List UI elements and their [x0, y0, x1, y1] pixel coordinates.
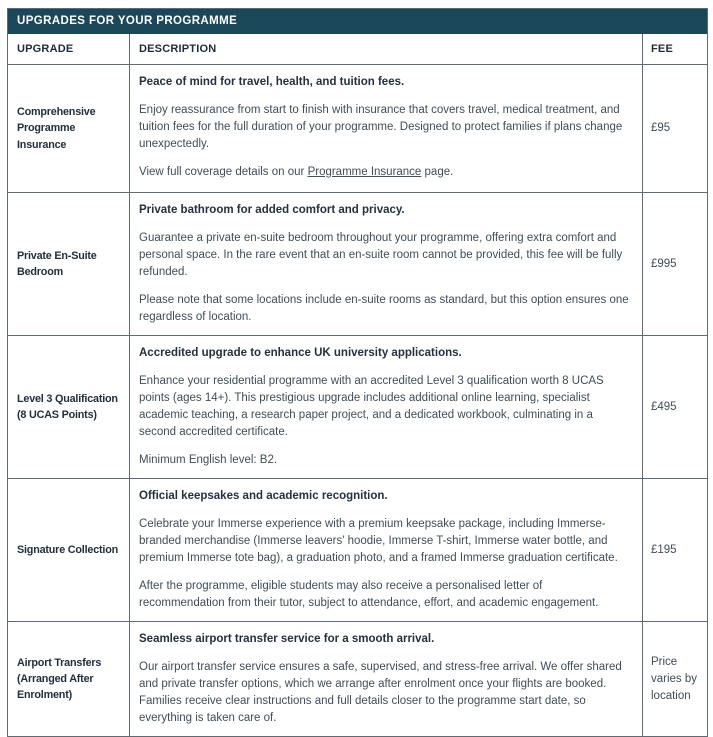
upgrade-name: Level 3 Qualification (8 UCAS Points) [8, 336, 130, 478]
description-cell [130, 193, 643, 335]
table-row [8, 621, 707, 736]
description-lead: Official keepsakes and academic recognition. [139, 490, 388, 503]
table-header-row [8, 34, 707, 64]
link-paragraph-prefix: View full coverage details on our [139, 166, 308, 179]
programme-insurance-link[interactable]: Programme Insurance [307, 166, 422, 179]
description-cell [130, 65, 643, 192]
description-paragraph: Our airport transfer service ensures a safe, supervised, and stress-free arrival. We offer shared and private transfer options, which we arrange after enrolment once your flights are booked. Families receive clear instructions and full details closer to the programme start date, so everything is taken care of. [139, 661, 622, 725]
description-lead: Peace of mind for travel, health, and tuition fees. [139, 76, 405, 88]
upgrade-name: Comprehensive Programme Insurance [8, 65, 130, 192]
upgrade-name: Private En-Suite Bedroom [8, 193, 130, 335]
link-paragraph-suffix: page. [421, 166, 454, 179]
table-title: UPGRADES FOR YOUR PROGRAMME [8, 9, 707, 34]
upgrades-table [7, 8, 708, 737]
description-cell [130, 622, 643, 736]
upgrade-name: Signature Collection [8, 479, 130, 621]
column-header-upgrade: UPGRADE [8, 34, 130, 64]
column-header-description: DESCRIPTION [130, 34, 643, 64]
column-header-fee: FEE [651, 43, 673, 55]
description-lead: Seamless airport transfer service for a smooth arrival. [139, 633, 435, 646]
description-paragraph: Guarantee a private en-suite bedroom throughout your programme, offering extra comfort and personal space. In the rare event that an en-suite room cannot be provided, this fee will be fully refunded. [139, 232, 623, 279]
fee-value: £495 [651, 400, 677, 413]
description-paragraph: After the programme, eligible students may also receive a personalised letter of recommendation from their tutor, subject to attendance, effort, and academic engagement. [139, 580, 599, 610]
description-paragraph: Minimum English level: B2. [139, 454, 278, 467]
description-lead: Accredited upgrade to enhance UK university applications. [139, 347, 462, 360]
fee-value: £195 [651, 543, 677, 556]
description-paragraph: Celebrate your Immerse experience with a premium keepsake package, including Immerse-branded merchandise (Immerse leavers’ hoodie, Immerse T-shirt, Immerse water bottle, and premium Immerse tote bag), a graduation photo, and a framed Immerse graduation certificate. [139, 518, 618, 565]
description-paragraph: Please note that some locations include en-suite rooms as standard, but this option ensures one regardless of location. [139, 294, 629, 324]
description-lead: Private bathroom for added comfort and privacy. [139, 204, 405, 216]
description-paragraph: Enjoy reassurance from start to finish with insurance that covers travel, medical treatment, and tuition fees for the full duration of your programme. Designed to protect families if plans change unexpectedly. [139, 104, 623, 151]
upgrade-name: Airport Transfers (Arranged After Enrolment) [8, 622, 130, 736]
table-row [8, 64, 707, 192]
fee-value: Price varies by location [651, 656, 698, 702]
table-row [8, 478, 707, 621]
description-link-paragraph [139, 164, 630, 181]
fee-value: £95 [651, 122, 671, 135]
table-row [8, 192, 707, 335]
description-paragraph: Enhance your residential programme with an accredited Level 3 qualification worth 8 UCAS points (ages 14+). This prestigious upgrade includes additional online learning, specialist academic teaching, a research paper project, and a dedicated workbook, culminating in a second accredited certificate. [139, 375, 604, 439]
description-cell [130, 479, 643, 621]
fee-value: £995 [651, 257, 677, 270]
table-row [8, 335, 707, 478]
description-cell [130, 336, 643, 478]
